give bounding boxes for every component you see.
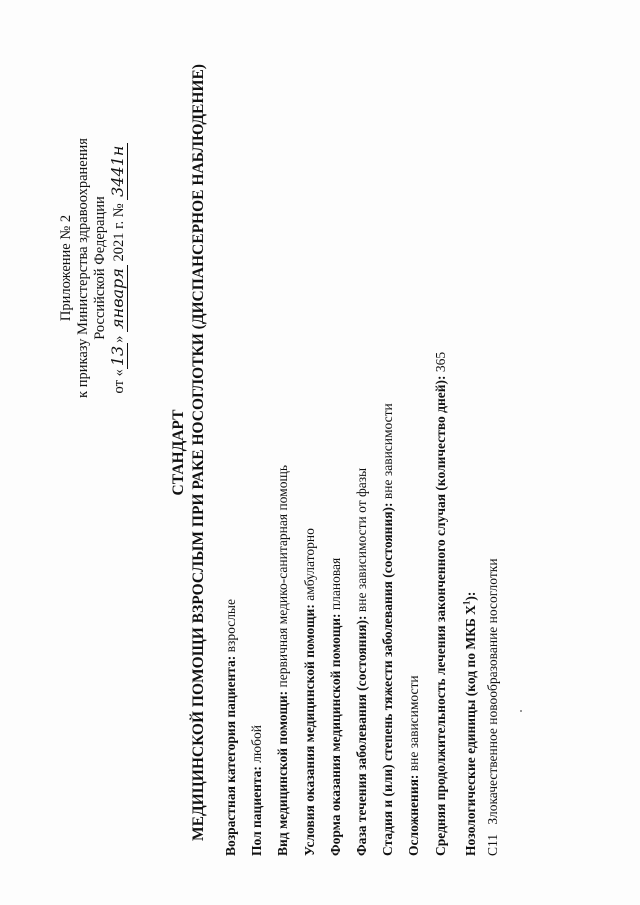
field-nosology-heading: Нозологические единицы (код по МКБ $X^1$):: [461, 591, 479, 856]
appendix-number: Приложение № 2: [58, 214, 74, 322]
handwritten-order-number: 3441н: [108, 143, 128, 200]
date-separator: »: [111, 335, 127, 343]
handwritten-month: января: [108, 265, 128, 332]
document-subtitle: МЕДИЦИНСКОЙ ПОМОЩИ ВЗРОСЛЫМ ПРИ РАКЕ НОСОГЛОТКИ (ДИСПАНСЕРНОЕ НАБЛЮДЕНИЕ): [190, 64, 207, 841]
field-disease-phase: Фаза течения заболевания (состояния): вне зависимости от фазы: [353, 467, 369, 856]
field-complications: Осложнения: вне зависимости: [406, 675, 422, 856]
appendix-header: [58, 118, 128, 418]
icd-description: Злокачественное новообразование носоглотки: [485, 558, 500, 825]
date-prefix: от «: [111, 369, 127, 394]
nosology-entry: [485, 558, 501, 856]
appendix-country: Российской Федерации: [92, 196, 108, 340]
standard-fields: [222, 56, 484, 856]
scan-artifact: [520, 710, 522, 712]
field-sex: Пол пациента: любой: [249, 725, 265, 856]
appendix-date-line: [109, 118, 128, 418]
document-title: СТАНДАРТ: [170, 409, 187, 496]
appendix-order-ref: к приказу Министерства здравоохранения: [75, 138, 91, 398]
field-treatment-duration: Средняя продолжительность лечения законченного случая (количество дней): 365: [432, 351, 448, 856]
handwritten-day: 13: [108, 343, 128, 369]
icd-code: C11: [485, 833, 500, 856]
field-care-form: Форма оказания медицинской помощи: плановая: [327, 557, 343, 856]
field-care-type: Вид медицинской помощи: первичная медико-санитарная помощь: [275, 464, 291, 856]
field-care-conditions: Условия оказания медицинской помощи: амбулаторно: [301, 528, 317, 856]
field-disease-stage: Стадия и (или) степень тяжести заболевания (состояния): вне зависимости: [380, 403, 396, 856]
date-year: 2021 г. №: [111, 203, 127, 262]
field-age-category: Возрастная категория пациента: взрослые: [223, 599, 238, 856]
